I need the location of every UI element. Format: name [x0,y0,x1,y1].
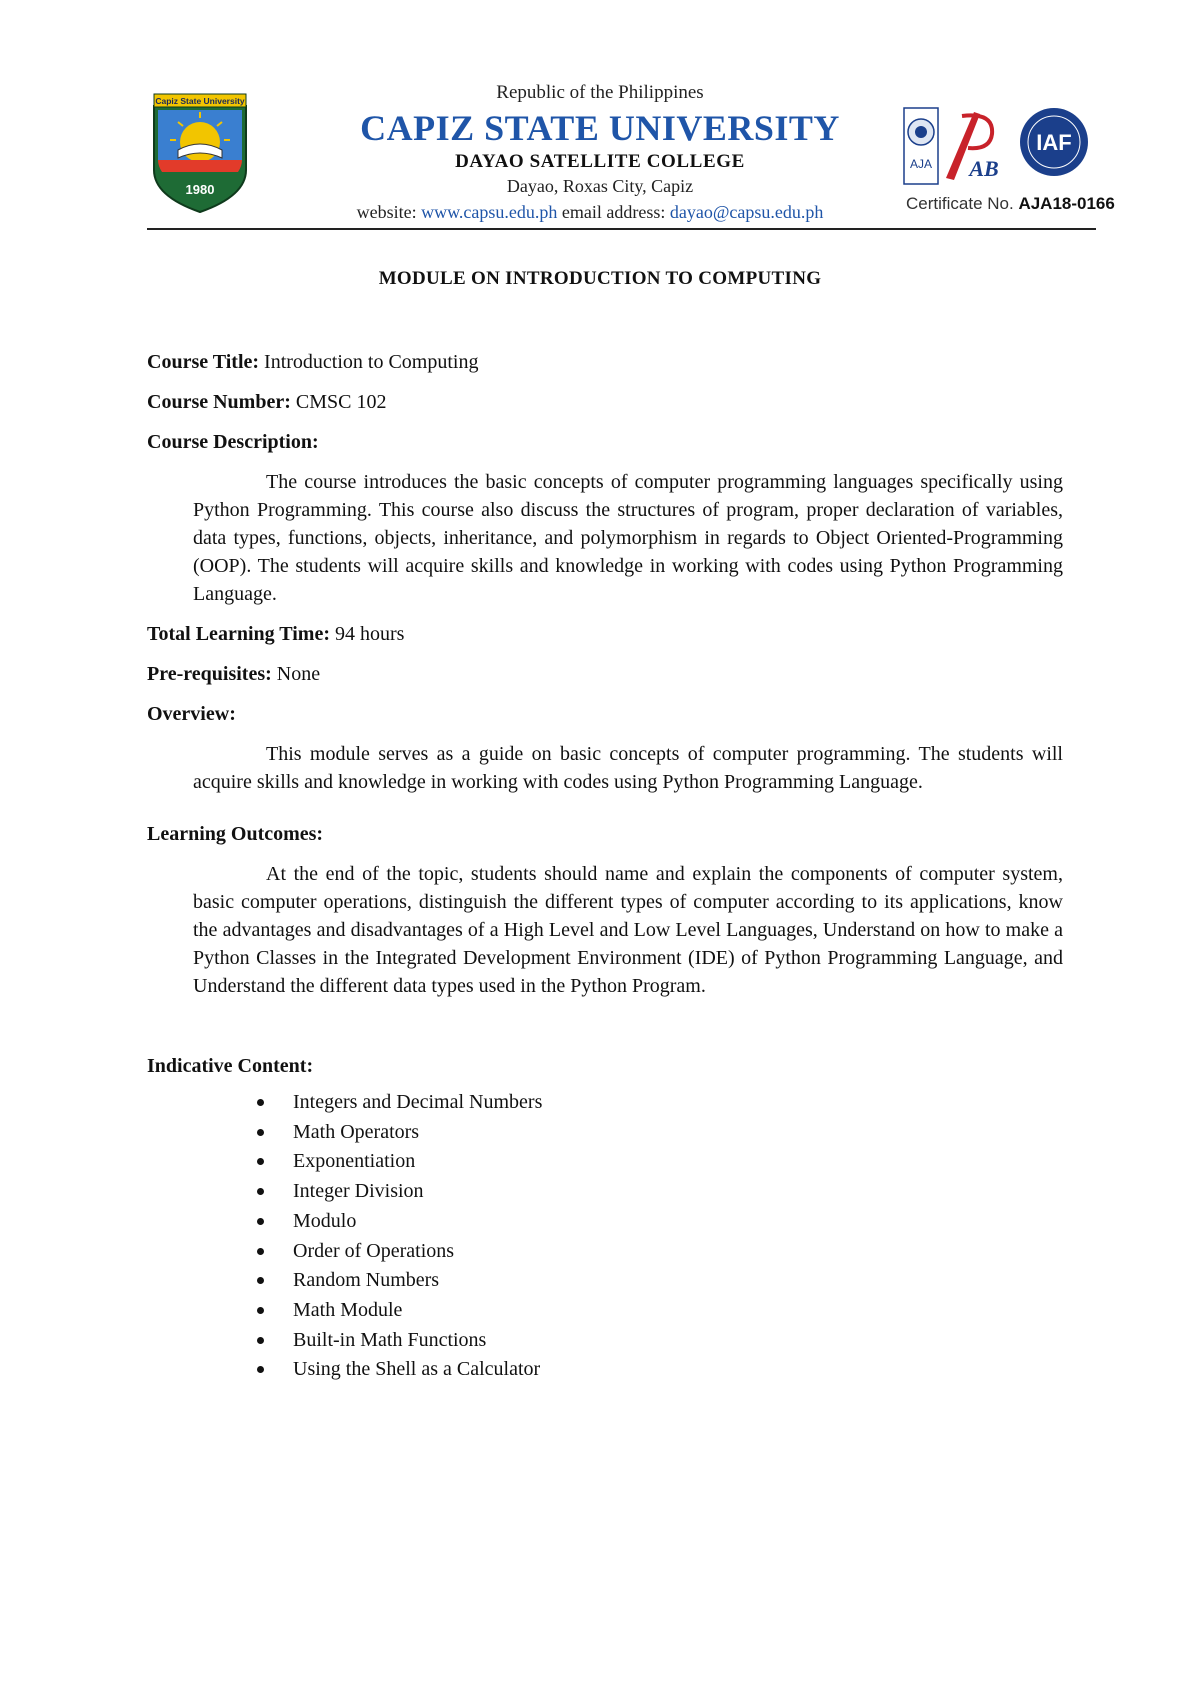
contact-line [240,200,940,224]
list-item-text: Integers and Decimal Numbers [293,1091,543,1113]
letterhead [0,0,1200,240]
list-item [257,1207,1063,1237]
course-description-heading [147,428,1063,456]
course-title-label: Course Title: [147,351,260,373]
learning-time-field [147,620,1063,648]
indicative-content-heading [147,1052,1063,1080]
indicative-content-list [147,1088,1063,1385]
certificate-value: AJA18-0166 [1018,194,1115,213]
certificate-label: Certificate No. [906,194,1014,213]
aja-logo [904,108,938,184]
seal-year-text: 1980 [185,182,215,197]
prerequisites-value: None [276,663,321,685]
course-content [147,348,1063,1385]
list-item-text: Random Numbers [293,1269,440,1292]
list-item [257,1296,1063,1326]
course-description-label: Course Description: [147,431,319,453]
ab-logo-text: AB [969,156,999,181]
learning-outcomes-heading [147,820,1063,848]
list-item-text: Math Operators [293,1120,420,1143]
course-number-field [147,388,1063,416]
list-item [257,1118,1063,1148]
iaf-logo [1020,108,1088,176]
list-item [257,1326,1063,1356]
learning-outcomes-text: At the end of the topic, students should name and explain the components of computer system, basic computer operations, distinguish the different types of computer according to its applications, know the advantages and disadvantages of a High Level and Low Level Languages, Understand on how to make a Python Classes in the Integrated Development Environment (IDE) of Python Programming Language, and Understand the different data types used in the Python Program. [193,863,1063,997]
list-item-text: Exponentiation [293,1150,416,1173]
prerequisites-field [147,660,1063,688]
list-item [257,1177,1063,1207]
course-description-text: The course introduces the basic concepts of computer programming languages specifically using Python Programming. This course also discuss the structures of program, proper declaration of variables, data types, functions, objects, inheritance, and polymorphism in regards to Object Oriented-Programming (OOP). The students will acquire skills and knowledge in working with codes using Python Programming Language. [193,471,1063,605]
certification-logos [902,106,1102,186]
list-item-text: Integer Division [293,1180,424,1203]
bullet-icon [257,1158,264,1165]
bullet-icon [257,1218,264,1225]
seal-banner-text: Capiz State University [155,96,245,106]
bullet-icon [257,1188,264,1195]
university-name: CAPIZ STATE UNIVERSITY [360,108,840,148]
list-item [257,1266,1063,1296]
bullet-icon [257,1277,264,1284]
website-label: website: [356,202,417,222]
list-item [257,1147,1063,1177]
course-number-label: Course Number: [147,391,291,413]
list-item-text: Math Module [293,1298,403,1321]
course-number-value: CMSC 102 [295,391,387,413]
learning-outcomes-label: Learning Outcomes: [147,823,324,845]
bullet-icon [257,1099,264,1106]
bullet-icon [257,1307,264,1314]
list-item [257,1088,1063,1118]
header-divider [147,228,1096,230]
iaf-logo-text: IAF [1036,130,1072,155]
list-item-text: Order of Operations [293,1239,455,1262]
republic-line: Republic of the Philippines [496,82,704,103]
university-seal-logo [148,92,252,214]
list-item-text: Using the Shell as a Calculator [293,1358,541,1381]
certificate-number [906,194,1115,214]
list-item [257,1237,1063,1267]
list-item-text: Modulo [293,1209,357,1232]
bullet-icon [257,1366,264,1373]
website-link[interactable]: www.capsu.edu.ph [421,202,558,222]
bullet-icon [257,1129,264,1136]
overview-label: Overview: [147,703,236,725]
overview-heading [147,700,1063,728]
course-title-field [147,348,1063,376]
document-title: MODULE ON INTRODUCTION TO COMPUTING [378,268,822,289]
bullet-icon [257,1337,264,1344]
list-item-text: Built-in Math Functions [293,1328,487,1351]
bullet-icon [257,1248,264,1255]
learning-time-value: 94 hours [335,623,405,645]
college-name: DAYAO SATELLITE COLLEGE [455,151,745,172]
aja-logo-text: AJA [909,157,933,171]
course-title-value: Introduction to Computing [264,351,479,373]
prerequisites-label: Pre-requisites: [147,663,272,685]
list-item [257,1355,1063,1385]
college-address: Dayao, Roxas City, Capiz [506,176,694,196]
ab-logo [946,112,999,181]
learning-time-label: Total Learning Time: [147,623,330,645]
email-link[interactable]: dayao@capsu.edu.ph [669,202,824,222]
overview-text: This module serves as a guide on basic concepts of computer programming. The students will acquire skills and knowledge in working with codes using Python Programming Language. [193,743,1063,793]
indicative-content-label: Indicative Content: [147,1055,314,1077]
email-label: email address: [561,202,666,222]
